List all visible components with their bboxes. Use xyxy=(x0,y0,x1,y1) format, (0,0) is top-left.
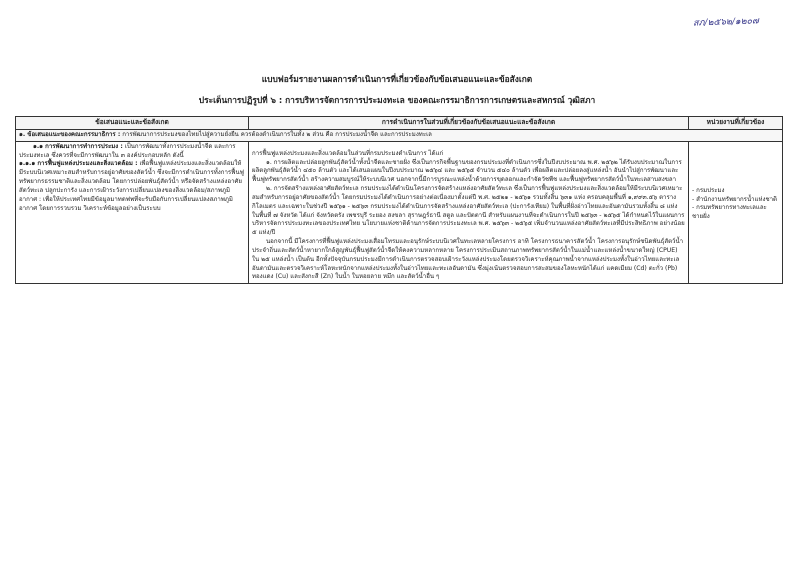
item2-text: เพื่อฟื้นฟูแหล่งประมงและสิ่งแวดล้อมให้มีระบบนิเวศเหมาะสมสำหรับการอยู่อาศัยของสัตว์น้ำ ซึ่งจะมีการดำเนินการทั้งการฟื้นฟูทรัพยากรธรรมชาติและสิ่งแวดล้อม โดยการปล่อยพันธุ์สัตว์น้ำ หรือจัดสร้างแหล่งอาศัยสัตว์ทะเล ปลูกปะการัง และการเฝ้าระวังการเปลี่ยนแปลงของสิ่งแวดล้อม/สภาพภูมิอากาศ : เพื่อให้ประเทศไทยมีข้อมูลมาทดฟพที่จะรับมือกับการเปลี่ยนแปลงสภาพภูมิอากาศ โดยการรวบรวม วิเคราะห์ข้อมูลอย่างเป็นระบบ xyxy=(19,160,244,212)
action-paragraph-2: ๒. การจัดสร้างแหล่งอาศัยสัตว์ทะเล กรมประมงได้ดำเนินโครงการจัดสร้างแหล่งอาศัยสัตว์ทะเล ซึ่งเป็นการฟื้นฟูแหล่งประมงและสิ่งแวดล้อมให้มีระบบนิเวศเหมาะสมสำหรับการอยู่อาศัยของสัตว์น้ำ โดยกรมประมงได้ดำเนินการอย่างต่อเนื่องมาตั้งแต่ปี พ.ศ. ๒๕๒๑ - ๒๕๖๑ รวมทั้งสิ้น ๖๓๑ แห่ง ครอบคลุมพื้นที่ ๑,๙๙๓.๕๖ ตารางกิโลเมตร และเฉพาะในช่วงปี ๒๕๖๑ - ๒๕๖๓ กรมประมงได้ดำเนินการจัดสร้างแหล่งอาศัยสัตว์ทะเล (ปะการังเทียม) ในพื้นที่ฝั่งอ่าวไทยและอันดามันรวมทั้งสิ้น ๘ แห่ง ในพื้นที่ ๗ จังหวัด ได้แก่ จังหวัดตรัง เพชรบุรี ระยอง สงขลา สุราษฎร์ธานี สตูล และปัตตานี สำหรับแผนงานที่จะดำเนินการในปี ๒๕๖๓ - ๒๕๖๕ ได้กำหนดไว้ในแผนการบริหารจัดการประมงทะเลของประเทศไทย นโยบายแห่งชาติด้านการจัดการประมงทะเล พ.ศ. ๒๕๖๓ - ๒๕๖๕ เพิ่มจำนวนแหล่งอาศัยสัตว์ทะเลที่มีประสิทธิภาพ อย่างน้อย ๕ แห่ง/ปี xyxy=(252,185,685,237)
agency-item: - สำนักงานทรัพยากรน้ำแห่งชาติ xyxy=(692,195,777,203)
section-label: ๑. ข้อเสนอแนะของคณะกรรมาธิการ : xyxy=(19,131,121,138)
action-paragraph-3: นอกจากนี้ มีโครงการที่ฟื้นฟูแหล่งประมงเสื่อมโทรมและอนุรักษ์ระบบนิเวศในทะเลหลายโครงการ อาทิ โครงการธนาคารสัตว์น้ำ โครงการอนุรักษ์ชนิดพันธุ์สัตว์น้ำประจำถิ่นและสัตว์น้ำหายากใกล้สูญพันธุ์ฟื้นฟูสัตว์น้ำจืดให้คงความหลากหลาย โครงการประเมินสถานภาพทรัพยากรสัตว์น้ำในแม่น้ำและแหล่งน้ำขนาดใหญ่ (CPUE) ใน ๒๕ แหล่งน้ำ เป็นต้น อีกทั้งปัจจุบันกรมประมงมีการดำเนินการตรวจสอบเฝ้าระวังแหล่งประมงโดยตรวจวิเคราะห์คุณภาพน้ำจากแหล่งประมงทั้งในอ่าวไทยและทะเลอันดามันและตรวจวิเคราะห์โลหะหนักจากแหล่งประมงทั้งในอ่าวไทยและทะเลอันดามัน ซึ่งมุ่งเน้นตรวจสอบการสะสมของโลหะหนักได้แก่ แคดเมียม (Cd) ตะกั่ว (Pb) ทองแดง (Cu) และสังกะสี (Zn) ในน้ำ ในหอยลาย หมึก และสัตว์น้ำอื่น ๆ xyxy=(252,238,684,281)
report-table xyxy=(15,116,783,284)
item1-label: ๑.๑ การพัฒนาการทำการประมง : xyxy=(33,142,123,150)
action-intro: การฟื้นฟูแหล่งประมงและสิ่งแวดล้อมในส่วนที่กรมประมงดำเนินการ ได้แก่ xyxy=(252,149,444,157)
spacer xyxy=(252,143,685,150)
document-subtitle: ประเด็นการปฏิรูปที่ ๖ : การบริหารจัดการการประมงทะเล ของคณะกรรมาธิการการเกษตรและสหกรณ์ วุฒิสภา xyxy=(198,95,596,105)
agency-item: - กรมทรัพยากรทางทะเลและชายฝั่ง xyxy=(692,204,767,221)
table-header-row xyxy=(16,117,783,130)
agency-cell xyxy=(689,141,783,283)
agency-item: - กรมประมง xyxy=(692,186,725,194)
action-cell xyxy=(249,141,689,283)
document-code: สภ/๒๕๖๒/๑๒๐๗ xyxy=(692,16,759,29)
header-actions: การดำเนินการในส่วนที่เกี่ยวข้องกับข้อเสนอแนะและข้อสังเกต xyxy=(249,117,689,130)
section-row xyxy=(16,130,783,142)
item2-label: ๑.๑.๑ การฟื้นฟูแหล่งประมงและสิ่งแวดล้อม : xyxy=(19,160,138,168)
action-paragraph-1: ๑. การผลิตและปล่อยลูกพันธุ์สัตว์น้ำทั้งน้ำจืดและชายฝั่ง ซึ่งเป็นการกิจพื้นฐานของกรมประมงที่ดำเนินการซึ่งในปีงบประมาณ พ.ศ. ๒๕๖๒ ได้รับงบประมาณในการผลิตลูกพันธุ์สัตว์น้ำ ๔๕๐ ล้านตัว และได้เสนอแผนในปีงบประมาณ ๒๕๖๔ และ ๒๕๖๕ จำนวน ๕๔๐ ล้านตัว เพื่อผลิตและปล่อยลงสู่แหล่งน้ำ อันนำไปสู่การพัฒนาและฟื้นฟูทรัพยากรสัตว์น้ำ สร้างความสมบูรณ์ให้ระบบนิเวศ นอกจากนี้มีการบูรณะแหล่งน้ำด้วยการขุดลอกและกำจัดวัชพืช และฟื้นฟูทรัพยากรสัตว์น้ำในทะเลสาบสงขลา xyxy=(252,158,682,184)
section-text: การพัฒนาการประมงของไทยไปสู่ความยั่งยืน ควรต้องดำเนินการในทั้ง ๒ ส่วน คือ การประมงน้ำจืด และการประมงทะเล xyxy=(122,131,432,138)
recommendation-cell xyxy=(16,141,249,283)
section-cell xyxy=(16,130,783,142)
spacer xyxy=(692,143,779,187)
table-row xyxy=(16,141,783,283)
item1-text: เป็นการพัฒนาทั้งการประมงน้ำจืด และการประมงทะเล ซึ่งควรที่จะมีการพัฒนาใน ๓ องค์ประกอบหลัก ดังนี้ xyxy=(19,142,236,159)
header-agencies: หน่วยงานที่เกี่ยวข้อง xyxy=(689,117,783,130)
document-title: แบบฟอร์มรายงานผลการดำเนินการที่เกี่ยวข้องกับข้อเสนอแนะและข้อสังเกต xyxy=(261,74,533,84)
header-recommendations: ข้อเสนอแนะและข้อสังเกต xyxy=(16,117,249,130)
